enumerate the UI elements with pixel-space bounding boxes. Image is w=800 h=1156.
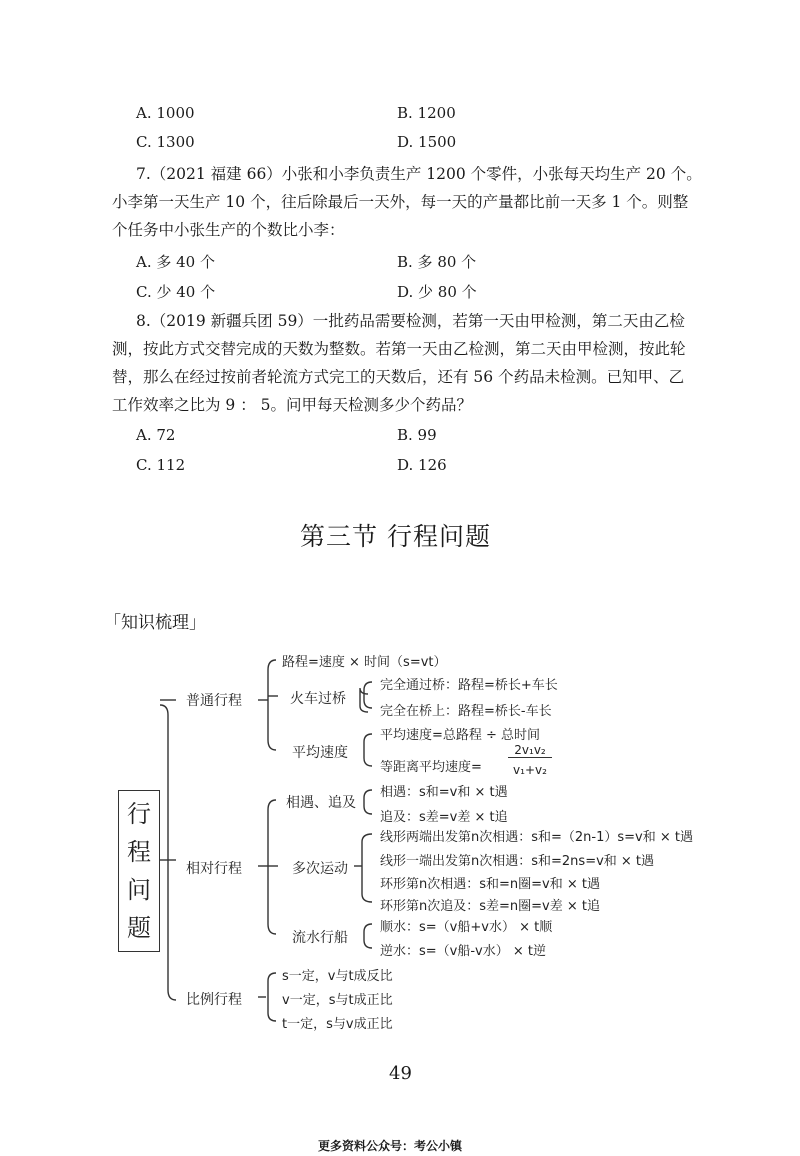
b2-multiple-motion: 多次运动 [292, 861, 348, 877]
branch-proportional-travel: 比例行程 [186, 992, 242, 1008]
root-char-1: 行 [127, 800, 151, 828]
q8-line-3: 替，那么在经过按前者轮流方式完工的天数后，还有 56 个药品未检测。已知甲、乙 [112, 368, 685, 386]
b1-average-speed: 平均速度 [292, 745, 348, 761]
b1-equal-distance-avg: 等距离平均速度= [380, 760, 482, 775]
b2-linear-one-end: 线形一端出发第n次相遇：s和=2ns=v和 × t遇 [380, 854, 655, 869]
fraction-denominator: v₁+v₂ [513, 763, 547, 777]
b2-downstream: 顺水：s=（v船+v水） × t顺 [380, 920, 553, 935]
branch-relative-travel: 相对行程 [186, 861, 242, 877]
b2-upstream: 逆水：s=（v船-v水） × t逆 [380, 944, 546, 959]
q7-line-3: 个任务中小张生产的个数比小李： [112, 221, 345, 239]
q8-line-2: 测，按此方式交替完成的天数为整数。若第一天由乙检测，第二天由甲检测，按此轮 [112, 340, 686, 358]
b1-avg-speed-formula: 平均速度=总路程 ÷ 总时间 [380, 728, 541, 743]
b2-boat-stream: 流水行船 [292, 930, 348, 946]
q8-option-b: B. 99 [397, 426, 437, 444]
q7-line-1: 7.（2021 福建 66）小张和小李负责生产 1200 个零件，小张每天均生产 20 个。 [136, 165, 702, 183]
b1-train-full-pass: 完全通过桥：路程=桥长+车长 [380, 678, 558, 693]
q6-option-d: D. 1500 [397, 133, 457, 151]
b2-ring-chase: 环形第n次追及：s差=n圈=v差 × t追 [380, 899, 600, 914]
b1-train-on-bridge: 完全在桥上：路程=桥长-车长 [380, 704, 552, 719]
b2-meet-chase: 相遇、追及 [286, 795, 356, 811]
root-char-4: 题 [127, 914, 151, 942]
branch-ordinary-travel: 普通行程 [186, 693, 242, 709]
q7-option-c: C. 少 40 个 [136, 283, 216, 301]
b2-ring-meet: 环形第n次相遇：s和=n圈=v和 × t遇 [380, 877, 600, 892]
b2-linear-both-ends: 线形两端出发第n次相遇：s和=（2n-1）s=v和 × t遇 [380, 830, 693, 845]
footer-text: 更多资料公众号：考公小镇 [318, 1139, 463, 1153]
b2-meet-formula: 相遇：s和=v和 × t遇 [380, 785, 508, 800]
q8-line-1: 8.（2019 新疆兵团 59）一批药品需要检测，若第一天由甲检测，第二天由乙检 [136, 312, 685, 330]
q8-option-a: A. 72 [136, 426, 176, 444]
q7-line-2: 小李第一天生产 10 个，往后除最后一天外，每一天的产量都比前一天多 1 个。则整 [112, 193, 689, 211]
b3-t-fixed: t一定，s与v成正比 [282, 1017, 393, 1032]
q8-option-d: D. 126 [397, 456, 447, 474]
fraction-numerator: 2v₁v₂ [508, 743, 552, 758]
section-title: 第三节 行程问题 [300, 522, 491, 551]
b3-s-fixed: s一定，v与t成反比 [282, 969, 393, 984]
root-char-3: 问 [127, 876, 151, 904]
page-number: 49 [389, 1063, 412, 1084]
b1-distance-formula: 路程=速度 × 时间（s=vt） [282, 655, 447, 670]
mindmap-root [118, 790, 160, 952]
q7-option-d: D. 少 80 个 [397, 283, 477, 301]
q7-option-b: B. 多 80 个 [397, 253, 477, 271]
q6-option-b: B. 1200 [397, 104, 456, 122]
b3-v-fixed: v一定，s与t成正比 [282, 993, 393, 1008]
q6-option-c: C. 1300 [136, 133, 195, 151]
q8-line-4: 工作效率之比为 9 ： 5。问甲每天检测多少个药品？ [112, 396, 473, 414]
root-char-2: 程 [127, 838, 151, 866]
b2-chase-formula: 追及：s差=v差 × t追 [380, 810, 508, 825]
q7-option-a: A. 多 40 个 [136, 253, 215, 271]
knowledge-label: 「知识梳理」 [104, 613, 206, 633]
q6-option-a: A. 1000 [136, 104, 195, 122]
b1-train-bridge: 火车过桥 [290, 691, 346, 707]
q8-option-c: C. 112 [136, 456, 186, 474]
